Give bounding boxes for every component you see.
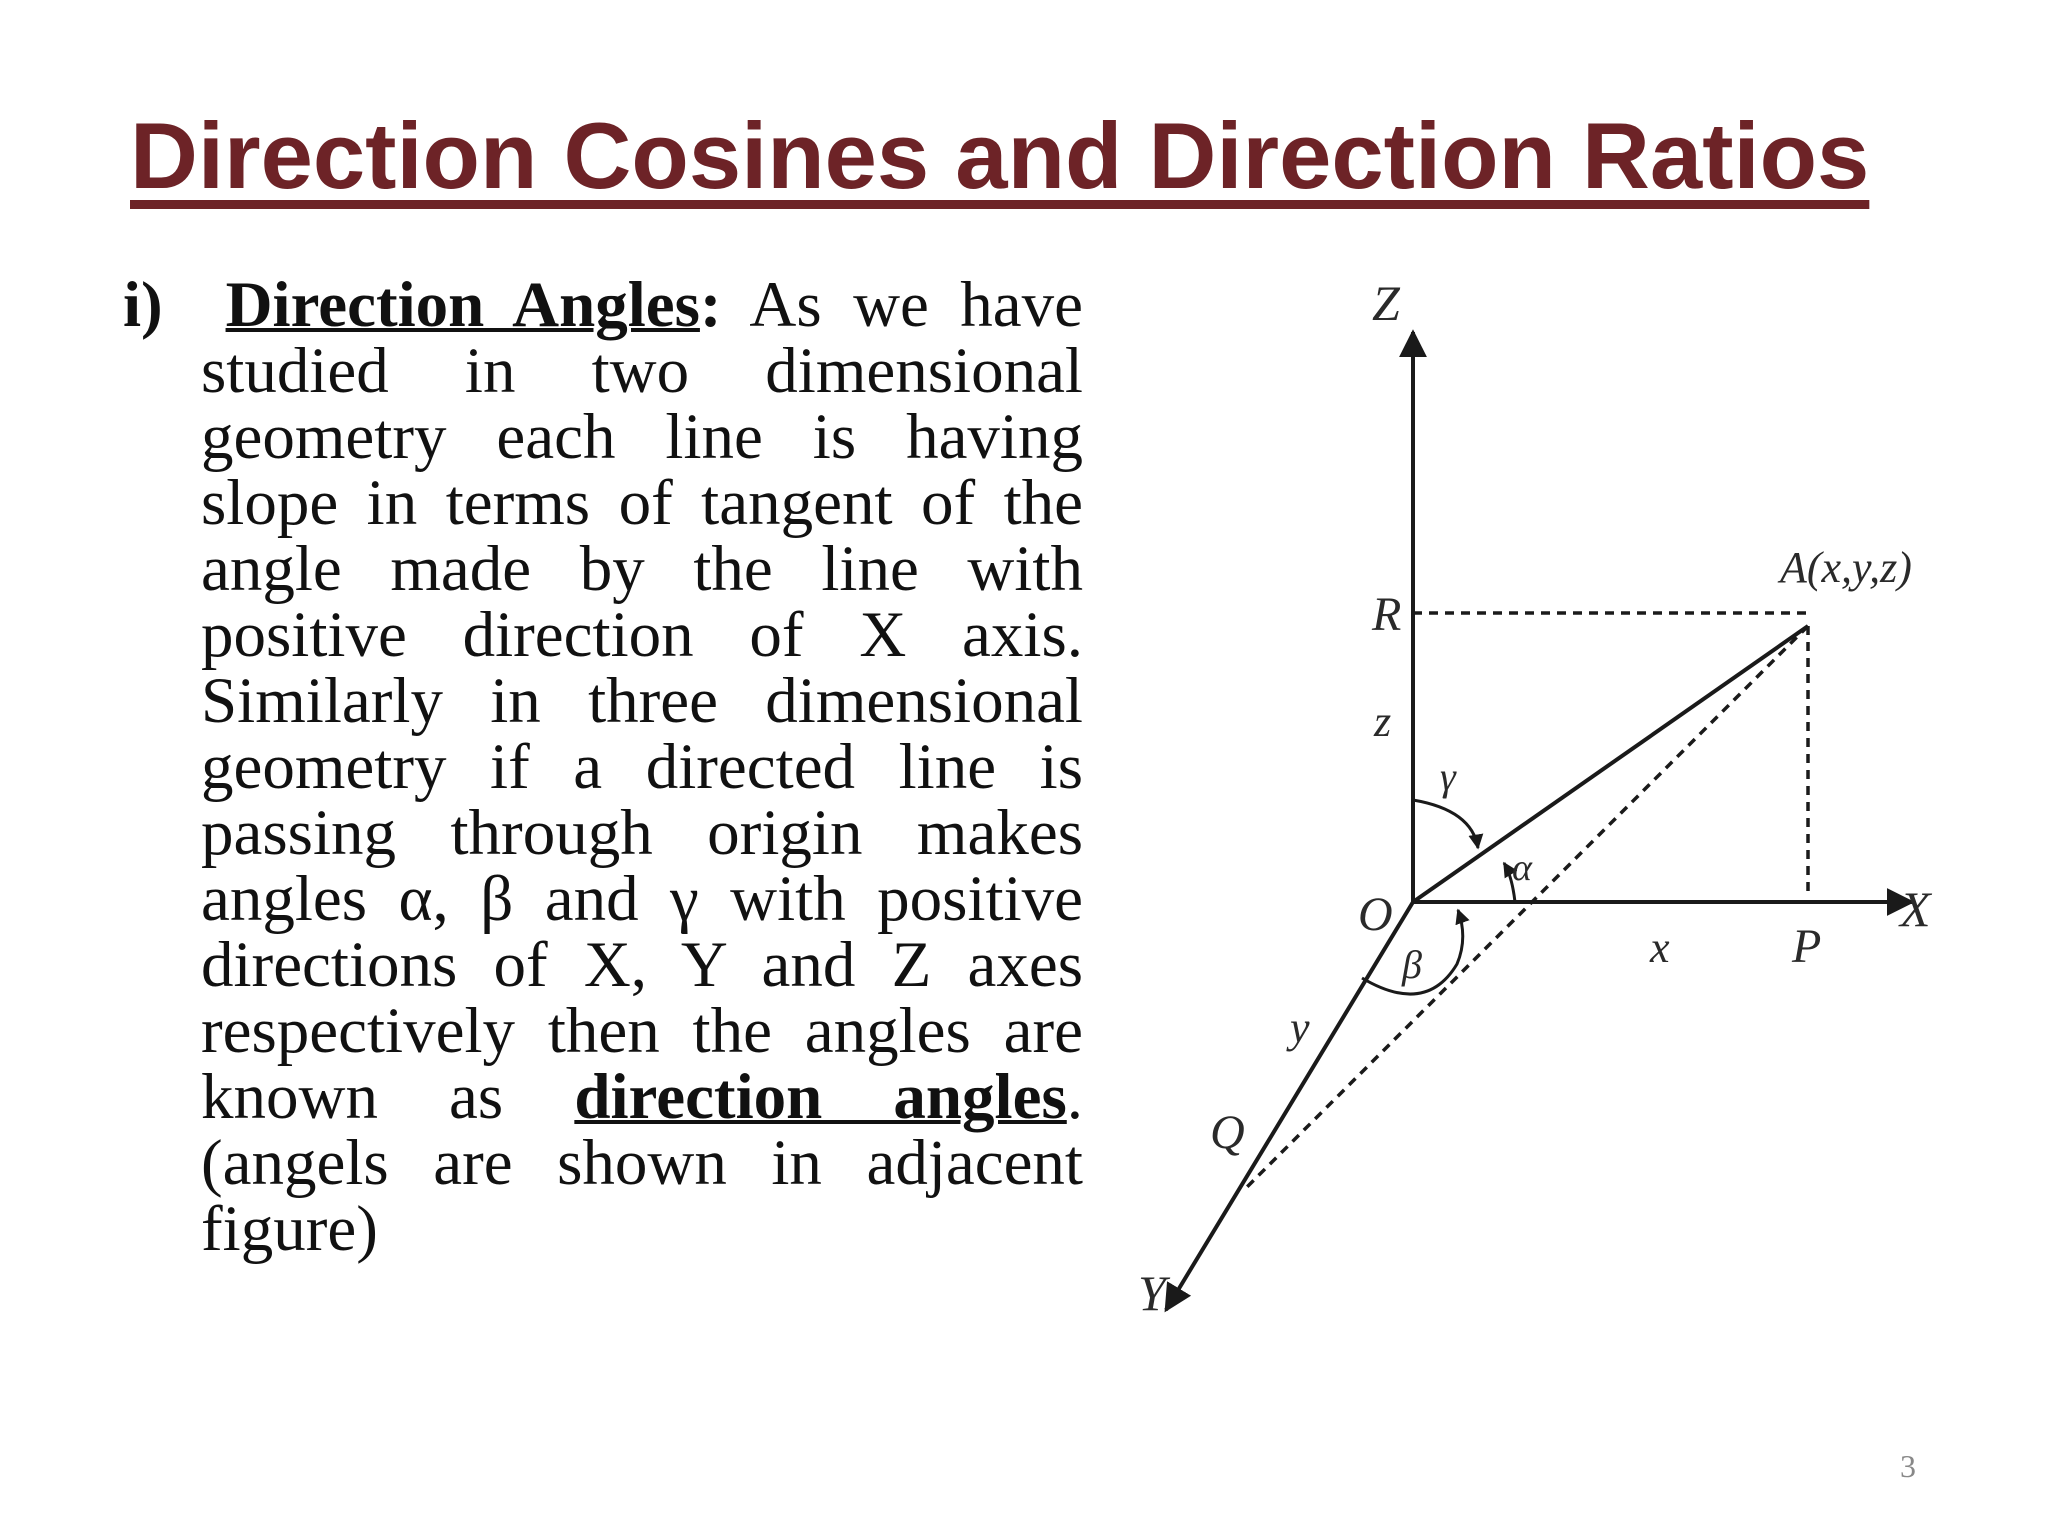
direction-angles-figure <box>1120 270 1940 1340</box>
gamma-arc <box>1413 800 1478 848</box>
label-beta: β <box>1402 942 1422 987</box>
slide-number: 3 <box>1900 1448 1916 1484</box>
label-coord-x: x <box>1650 923 1670 972</box>
label-point-r: R <box>1372 588 1402 641</box>
slide-title: Direction Cosines and Direction Ratios <box>130 103 1870 208</box>
label-coord-z: z <box>1374 697 1392 746</box>
label-point-a: A(x,y,z) <box>1780 543 1912 592</box>
label-coord-y: y <box>1290 1003 1310 1052</box>
direction-angles-paragraph <box>123 269 1084 1265</box>
term-period: . <box>1066 1061 1084 1133</box>
figure-note: (angels are shown in adjacent figure) <box>201 1127 1083 1265</box>
direction-angles-term: direction angles <box>574 1061 1067 1133</box>
direction-angles-heading: Direction Angles <box>225 269 700 341</box>
item-marker: i) <box>123 269 163 341</box>
label-axis-y: Y <box>1138 1265 1166 1321</box>
label-point-p: P <box>1792 920 1822 973</box>
label-point-q: Q <box>1210 1106 1245 1159</box>
label-origin: O <box>1358 888 1393 941</box>
label-alpha: α <box>1512 847 1532 889</box>
heading-colon: : <box>699 269 722 341</box>
body-text <box>123 269 1084 1265</box>
paragraph-text: As we have studied in two dimensional geometry each line is having slope in terms of tangent of the angle made by the line with positive direction of X axis. Similarly in three dimensional geometry if a directed line is passing through origin makes angles α, β and γ with positive directions of X, Y and Z axes respectively then the angles are known as <box>201 269 1083 1133</box>
label-axis-x: X <box>1900 881 1931 937</box>
y-axis <box>1166 902 1413 1310</box>
line-oa <box>1413 626 1808 902</box>
label-gamma: γ <box>1440 754 1456 799</box>
label-axis-z: Z <box>1372 275 1400 331</box>
